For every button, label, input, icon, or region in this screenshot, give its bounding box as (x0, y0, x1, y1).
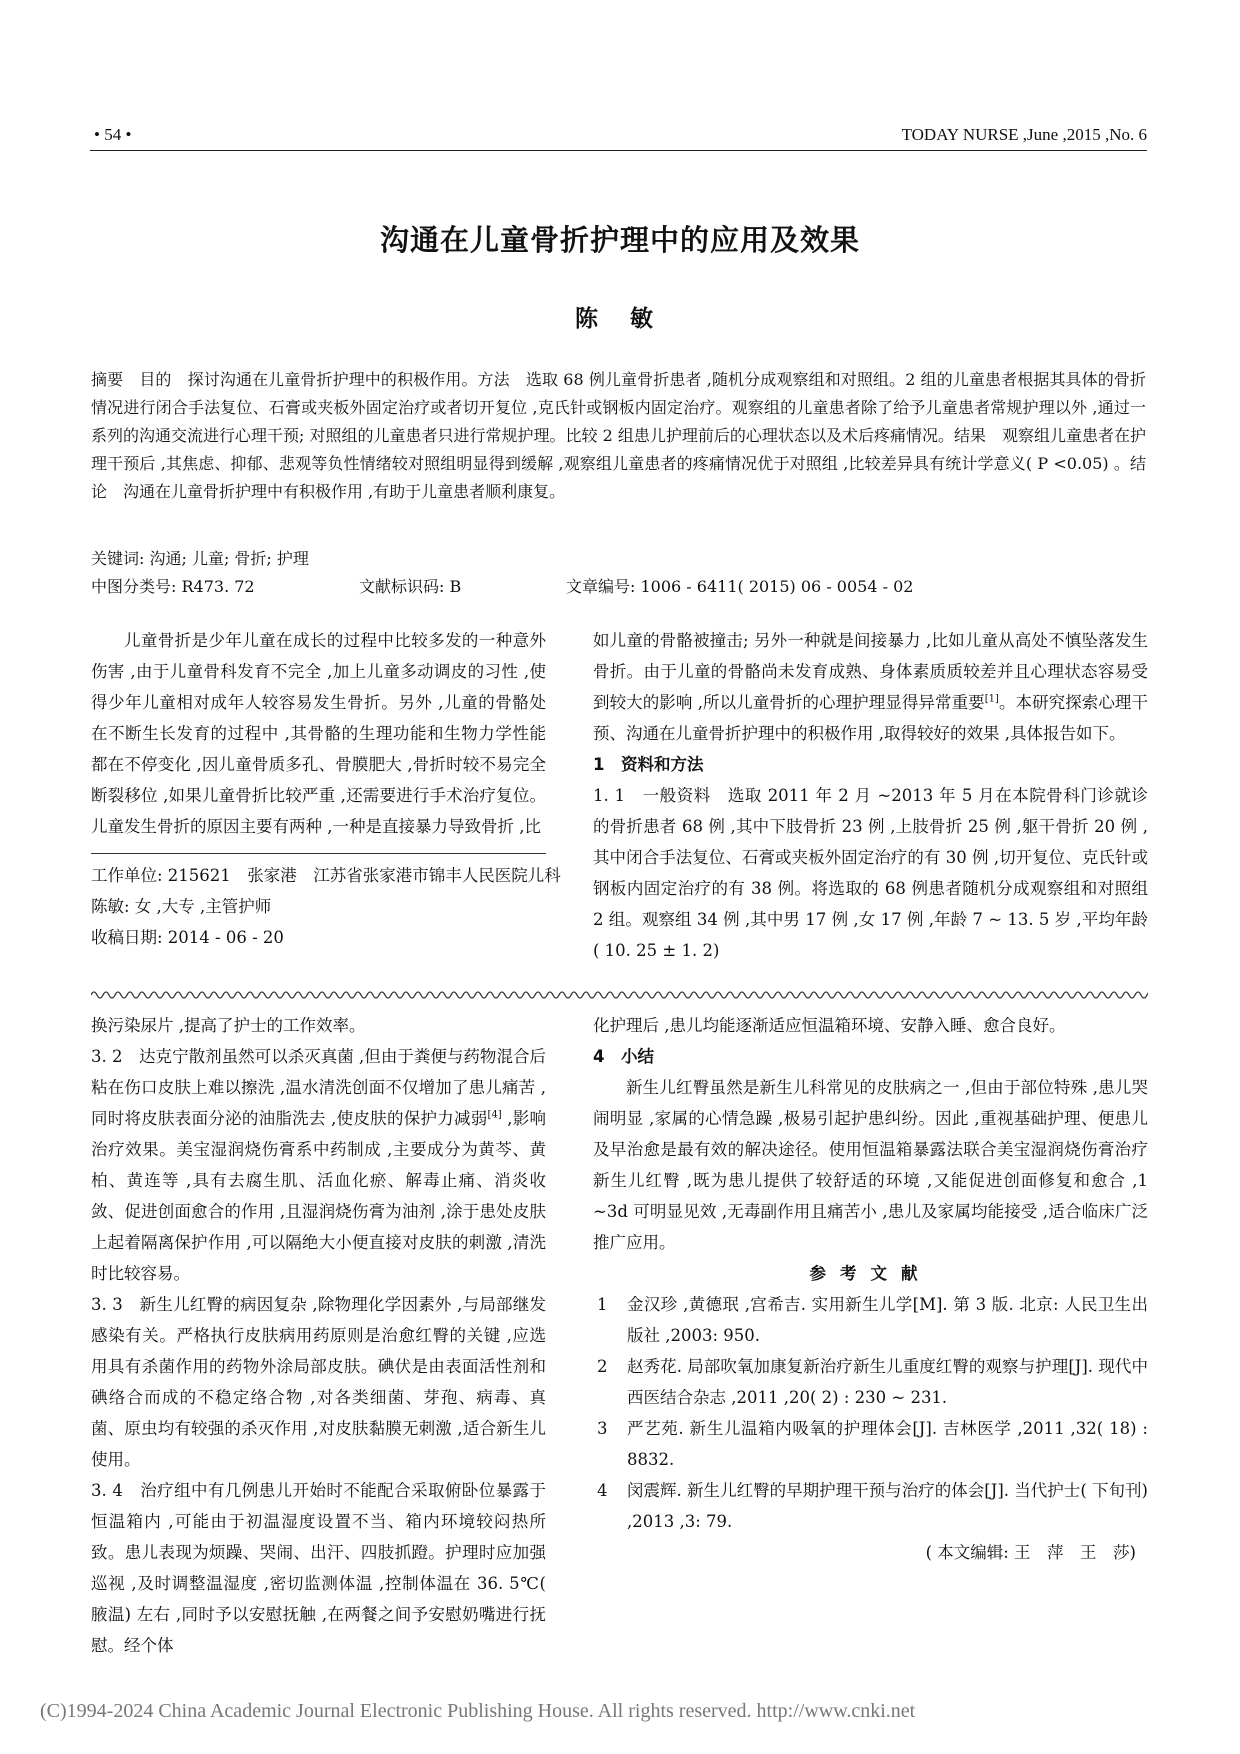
intro-paragraph: 儿童骨折是少年儿童在成长的过程中比较多发的一种意外伤害 ,由于儿童骨科发育不完全 ,加上儿童多动调皮的习性 ,使得少年儿童相对成年人较容易发生骨折。另外 ,儿童的骨骼处在不断生长发育的过程中 ,其骨骼的生理功能和生物力学性能都在不停变化 ,因儿童骨质多孔、骨膜肥大 ,骨折时较不易完全断裂移位 ,如果儿童骨折比较严重 ,还需要进行手术治疗复位。儿童发生骨折的原因主要有两种 ,一种是直接暴力导致骨折 ,比 (91, 631, 546, 836)
paragraph-3-2-end: ,影响治疗效果。美宝湿润烧伤膏系中药制成 ,主要成分为黄芩、黄柏、黄连等 ,具有去腐生肌、活血化瘀、解毒止痛、消炎收敛、促进创面愈合的作用 ,且湿润烧伤膏为油剂 ,涂于患处皮肤上起着隔离保护作用 ,可以隔绝大小便直接对皮肤的刺激 ,清洗时比较容易。 (91, 1109, 546, 1283)
reference-number: 1 (597, 1295, 608, 1314)
paragraph-3-4: 3. 4 治疗组中有几例患儿开始时不能配合采取俯卧位暴露于恒温箱内 ,可能由于初温湿度设置不当、箱内环境较闷热所致。患儿表现为烦躁、哭闹、出汗、四肢抓蹬。护理时应加强巡视 ,及时调整温湿度 ,密切监测体温 ,控制体温在 36. 5℃( 腋温) 左右 ,同时予以安慰抚触 ,在两餐之间予安慰奶嘴进行抚慰。经个体 (91, 1481, 546, 1655)
reference-number: 4 (597, 1481, 608, 1500)
affiliation-block (91, 860, 561, 953)
affiliation-author: 陈敏: 女 ,大专 ,主管护师 (91, 897, 272, 916)
affiliation-date: 收稿日期: 2014 - 06 - 20 (91, 928, 284, 947)
reference-number: 2 (597, 1357, 608, 1376)
author-name: 陈 敏 (574, 306, 665, 332)
reference-number: 3 (597, 1419, 608, 1438)
intro-continued (593, 625, 1148, 749)
editor-credit: ( 本文编辑: 王 萍 王 莎) (925, 1543, 1136, 1562)
reference-text: 金汉珍 ,黄德珉 ,宫希吉. 实用新生儿学[M]. 第 3 版. 北京: 人民卫生出版社 ,2003: 950. (627, 1295, 1148, 1345)
reference-text: 赵秀花. 局部吹氧加康复新治疗新生儿重度红臀的观察与护理[J]. 现代中西医结合杂志 ,2011 ,20( 2) : 230 ~ 231. (627, 1357, 1148, 1407)
footnote-rule (91, 853, 546, 854)
section-heading-1: 1 资料和方法 (593, 755, 704, 774)
clc-number: 中图分类号: R473. 72 (91, 577, 255, 596)
reference-text: 闵震辉. 新生儿红臀的早期护理干预与治疗的体会[J]. 当代护士( 下旬刊) ,2013 ,3: 79. (627, 1481, 1148, 1531)
reference-item (593, 1413, 1148, 1475)
general-data-paragraph: 1. 1 一般资料 选取 2011 年 2 月 ~2013 年 5 月在本院骨科门诊就诊的骨折患者 68 例 ,其中下肢骨折 23 例 ,上肢骨折 25 例 ,躯干骨折 20 例 ,其中闭合手法复位、石膏或夹板外固定治疗的有 30 例 ,切开复位、克氏针或钢板内固定治疗的有 38 例。将选取的 68 例患者随机分成观察组和对照组 2 组。观察组 34 例 ,其中男 17 例 ,女 17 例 ,年龄 7 ~ 13. 5 岁 ,平均年龄( 10. 25 ± 1. 2) (593, 786, 1148, 960)
copyright-footer: (C)1994-2024 China Academic Journal Electronic Publishing House. All rights reserved. http://www.cnki.net (40, 1700, 916, 1722)
paragraph-3-3: 3. 3 新生儿红臀的病因复杂 ,除物理化学因素外 ,与局部继发感染有关。严格执行皮肤病用药原则是治愈红臀的关键 ,应选用具有杀菌作用的药物外涂局部皮肤。碘伏是由表面活性剂和碘络合而成的不稳定络合物 ,对各类细菌、芽孢、病毒、真菌、原虫均有较强的杀灭作用 ,对皮肤黏膜无刺激 ,适合新生儿使用。 (91, 1295, 546, 1469)
paragraph-3-2 (91, 1041, 546, 1289)
page-number: • 54 • (94, 125, 132, 144)
intro-continued-text: 如儿童的骨骼被撞击; 另外一种就是间接暴力 ,比如儿童从高处不慎坠落发生骨折。由于儿童的骨骼尚未发育成熟、身体素质质较差并且心理状态容易受到较大的影响 ,所以儿童骨折的心理护理显得异常重要 (593, 631, 1148, 712)
right-column-top (593, 625, 1148, 966)
left-column-top (91, 625, 546, 842)
prev-paragraph-end: 换污染尿片 ,提高了护士的工作效率。 (91, 1016, 366, 1035)
references-heading: 参考文献 (809, 1264, 932, 1283)
abstract: 摘要 目的 探讨沟通在儿童骨折护理中的积极作用。方法 选取 68 例儿童骨折患者 ,随机分成观察组和对照组。2 组的儿童患者根据其具体的骨折情况进行闭合手法复位、石膏或夹板外固定治疗或者切开复位 ,克氏针或钢板内固定治疗。观察组的儿童患者除了给予儿童患者常规护理以外 ,通过一系列的沟通交流进行心理干预; 对照组的儿童患者只进行常规护理。比较 2 组患儿护理前后的心理状态以及术后疼痛情况。结果 观察组儿童患者在护理干预后 ,其焦虑、抑郁、悲观等负性情绪较对照组明显得到缓解 ,观察组儿童患者的疼痛情况优于对照组 ,比较差异具有统计学意义( P <0.05) 。结论 沟通在儿童骨折护理中有积极作用 ,有助于儿童患者顺利康复。 (91, 370, 1146, 501)
paragraph-3-2-text: 3. 2 达克宁散剂虽然可以杀灭真菌 ,但由于粪便与药物混合后粘在伤口皮肤上难以擦洗 ,温水清洗创面不仅增加了患儿痛苦 ,同时将皮肤表面分泌的油脂洗去 ,使皮肤的保护力减弱 (91, 1047, 546, 1128)
affiliation-unit: 工作单位: 215621 张家港 江苏省张家港市锦丰人民医院儿科 (91, 866, 561, 885)
journal-info: TODAY NURSE ,June ,2015 ,No. 6 (901, 125, 1147, 144)
section-heading-4: 4 小结 (593, 1047, 654, 1066)
article-title: 沟通在儿童骨折护理中的应用及效果 (379, 223, 860, 257)
article-number: 文章编号: 1006 - 6411( 2015) 06 - 0054 - 02 (566, 577, 914, 596)
page-divider-wave (91, 988, 1148, 1002)
reference-text: 严艺苑. 新生儿温箱内吸氧的护理体会[J]. 吉林医学 ,2011 ,32( 18) : 8832. (627, 1419, 1148, 1469)
reference-item (593, 1351, 1148, 1413)
right-column-bottom (593, 1010, 1148, 1568)
paragraph-3-4-end: 化护理后 ,患儿均能逐渐适应恒温箱环境、安静入睡、愈合良好。 (593, 1016, 1066, 1035)
reference-item (593, 1289, 1148, 1351)
citation-ref-1: [1] (984, 693, 999, 705)
intro-continued-end: 。本研究探索心理干预、沟通在儿童骨折护理中的积极作用 ,取得较好的效果 ,具体报告如下。 (593, 693, 1148, 743)
left-column-bottom (91, 1010, 546, 1661)
summary-paragraph: 新生儿红臀虽然是新生儿科常见的皮肤病之一 ,但由于部位特殊 ,患儿哭闹明显 ,家属的心情急躁 ,极易引起护患纠纷。因此 ,重视基础护理、便患儿及早治愈是最有效的解决途径。使用恒温箱暴露法联合美宝湿润烧伤膏治疗新生儿红臀 ,既为患儿提供了较舒适的环境 ,又能促进创面修复和愈合 ,1 ~3d 可明显见效 ,无毒副作用且痛苦小 ,患儿及家属均能接受 ,适合临床广泛推广应用。 (593, 1078, 1148, 1252)
citation-ref-4: [4] (487, 1109, 502, 1121)
keywords: 关键词: 沟通; 儿童; 骨折; 护理 (91, 549, 309, 568)
document-code: 文献标识码: B (359, 577, 462, 596)
header-rule (90, 150, 1147, 151)
reference-item (593, 1475, 1148, 1537)
